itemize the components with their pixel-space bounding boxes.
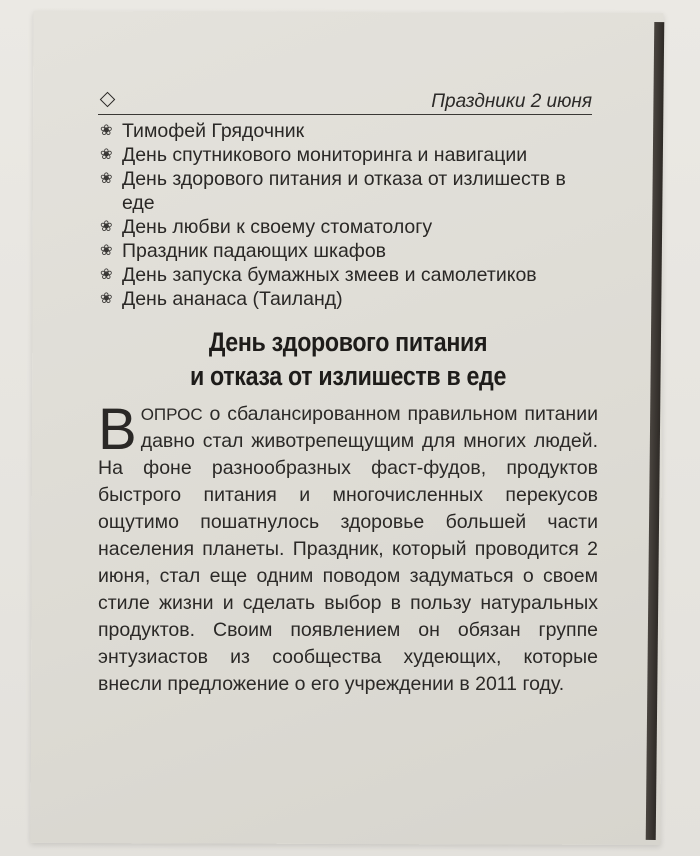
rubric-header	[98, 88, 592, 115]
holiday-label: День здорового питания и отказа от излишеств в еде	[122, 168, 566, 214]
body-text: о сбалансированном правильном питании давно стал животрепещущим для многих людей. На фоне разнообразных фаст-фудов, продуктов быстрого питания и многочисленных перекусов ощутимо пошатнулось здоровье большей части населения планеты. Праздник, который проводится 2 июня, стал еще одним поводом задуматься о своем стиле жизни и сделать выбор в пользу натуральных продуктов. Своим появлением он обязан группе энтузиастов из сообщества худеющих, которые внесли предложение о его учреждении в 2011 году.	[98, 403, 598, 695]
clover-bullet-icon: ❀	[100, 146, 113, 163]
holiday-label: День любви к своему стоматологу	[122, 216, 433, 238]
lead-word: ОПРОС	[140, 405, 203, 424]
list-item	[98, 119, 598, 143]
headline-line: День здорового питания	[208, 327, 488, 357]
clover-bullet-icon: ❀	[100, 266, 113, 283]
clover-bullet-icon: ❀	[100, 170, 113, 187]
article-body	[98, 397, 598, 698]
holiday-label: Праздник падающих шкафов	[122, 240, 387, 262]
list-item	[98, 263, 598, 287]
holiday-label: День ананаса (Таиланд)	[122, 288, 343, 310]
rubric-title: Праздники 2 июня	[431, 91, 592, 112]
drop-cap: В	[98, 397, 137, 462]
list-item	[98, 215, 598, 239]
holiday-label: Тимофей Грядочник	[122, 120, 305, 142]
diamond-icon	[100, 92, 116, 108]
holiday-label: День запуска бумажных змеев и самолетиков	[122, 264, 537, 286]
list-item	[98, 239, 598, 263]
clover-bullet-icon: ❀	[100, 122, 113, 139]
list-item	[98, 143, 598, 167]
clipping-content	[98, 88, 598, 698]
list-item	[98, 287, 598, 311]
headline-line: и отказа от излишеств в еде	[189, 361, 507, 391]
clover-bullet-icon: ❀	[100, 242, 113, 259]
list-item	[98, 167, 598, 215]
holiday-list	[98, 119, 598, 311]
clover-bullet-icon: ❀	[100, 218, 113, 235]
clover-bullet-icon: ❀	[100, 290, 113, 307]
holiday-label: День спутникового мониторинга и навигации	[122, 144, 528, 166]
article-headline	[133, 325, 563, 393]
